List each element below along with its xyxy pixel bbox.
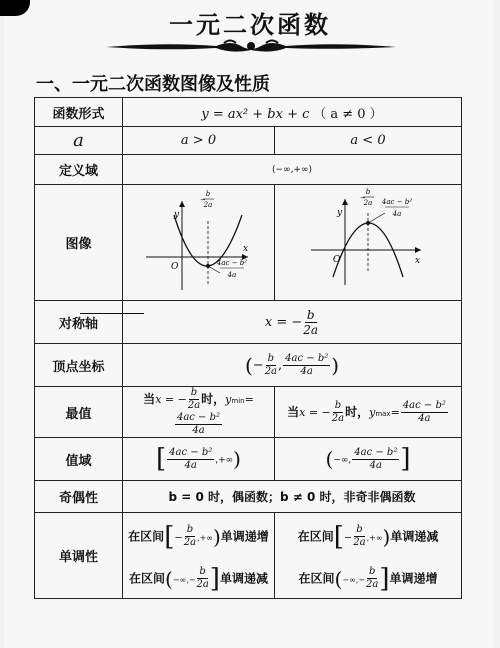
stray-line	[80, 313, 144, 314]
vertex-x-den: 2a	[203, 201, 212, 209]
parity-value	[123, 481, 462, 513]
mono-negative: 在区间[− $\frac{b}{2a}$ ,+∞)单调递减 在区间(−∞,− $\frac{b}{2a}$ ]单调递增	[275, 513, 462, 599]
row-form	[35, 98, 462, 127]
label-domain: 定义域	[35, 155, 123, 185]
row-extreme	[35, 387, 462, 438]
vertex-x-num: b	[205, 190, 210, 198]
page-title: 一元二次函数	[169, 11, 331, 39]
parity-neither: b ≠ 0 时，非奇非偶函数	[280, 490, 416, 504]
graph-upward	[123, 185, 275, 301]
label-form: 函数形式	[35, 98, 123, 127]
form-cond: （ a ≠ 0 ）	[313, 106, 383, 122]
label-vertex: 顶点坐标	[35, 344, 123, 387]
row-range	[35, 438, 462, 481]
section-heading: 一、一元二次函数图像及性质	[36, 74, 270, 95]
row-axis	[35, 301, 462, 344]
label-axis: 对称轴	[35, 301, 123, 344]
parabola-up-graph	[124, 185, 274, 297]
graph-downward	[275, 185, 462, 301]
properties-table	[34, 97, 462, 599]
label-range: 值域	[35, 438, 123, 481]
extreme-positive: 当x = − $\frac{b}{2a}$ 时，ymin= $\frac{\text{4ac − b²}}{4a}$	[123, 387, 275, 438]
label-extreme: 最值	[35, 387, 123, 438]
domain-value: (−∞,+∞)	[123, 155, 462, 185]
axis-value: x = − $\frac{b}{2a}$	[123, 301, 462, 344]
vertex-y-den: 4a	[227, 271, 236, 279]
row-graph	[35, 185, 462, 301]
vertex-x-sign-2: −	[360, 194, 366, 202]
form-value	[123, 98, 462, 127]
label-mono: 单调性	[35, 513, 123, 599]
row-a	[35, 127, 462, 155]
mono-positive: 在区间[− $\frac{b}{2a}$ ,+∞)单调递增 在区间(−∞,− $\frac{b}{2a}$ ]单调递减	[123, 513, 275, 599]
label-parity: 奇偶性	[35, 481, 123, 513]
parabola-down-graph	[293, 185, 443, 297]
extreme-negative: 当x = − $\frac{b}{2a}$ 时，ymax= $\frac{\text{4ac − b²}}{4a}$	[275, 387, 462, 438]
label-graph: 图像	[35, 185, 123, 301]
range-negative: (−∞, $\frac{\text{4ac − b²}}{4a}$ ]	[275, 438, 462, 481]
label-a: a	[35, 127, 123, 155]
y-axis-label-2: y	[337, 208, 343, 218]
origin-label-2: O	[333, 255, 341, 265]
x-axis-label: x	[242, 244, 248, 254]
row-vertex	[35, 344, 462, 387]
a-negative: a < 0	[275, 127, 462, 155]
vertex-x-num-2: b	[365, 188, 371, 196]
form-expr: y = ax² + bx + c	[201, 106, 310, 122]
ornament-divider	[106, 38, 396, 54]
row-mono	[35, 513, 462, 599]
origin-label: O	[170, 262, 178, 272]
x-axis-label-2: x	[415, 256, 421, 266]
parity-even: b = 0 时，偶函数；	[168, 490, 280, 504]
row-domain	[35, 155, 462, 185]
vertex-y-num-2: 4ac − b²	[381, 198, 413, 206]
vertex-y-num: 4ac − b²	[216, 259, 247, 267]
y-axis-label: y	[173, 210, 179, 220]
vertex-value: (− $\frac{b}{2a}$ , $\frac{\text{4ac − b²}}{4a}$ )	[123, 344, 462, 387]
a-positive: a > 0	[123, 127, 275, 155]
vertex-x-den-2: 2a	[363, 199, 373, 207]
row-parity	[35, 481, 462, 513]
vertex-x-sign: −	[199, 196, 206, 204]
range-positive: [ $\frac{\text{4ac − b²}}{4a}$ ,+∞)	[123, 438, 275, 481]
vertex-y-den-2: 4a	[392, 210, 402, 218]
